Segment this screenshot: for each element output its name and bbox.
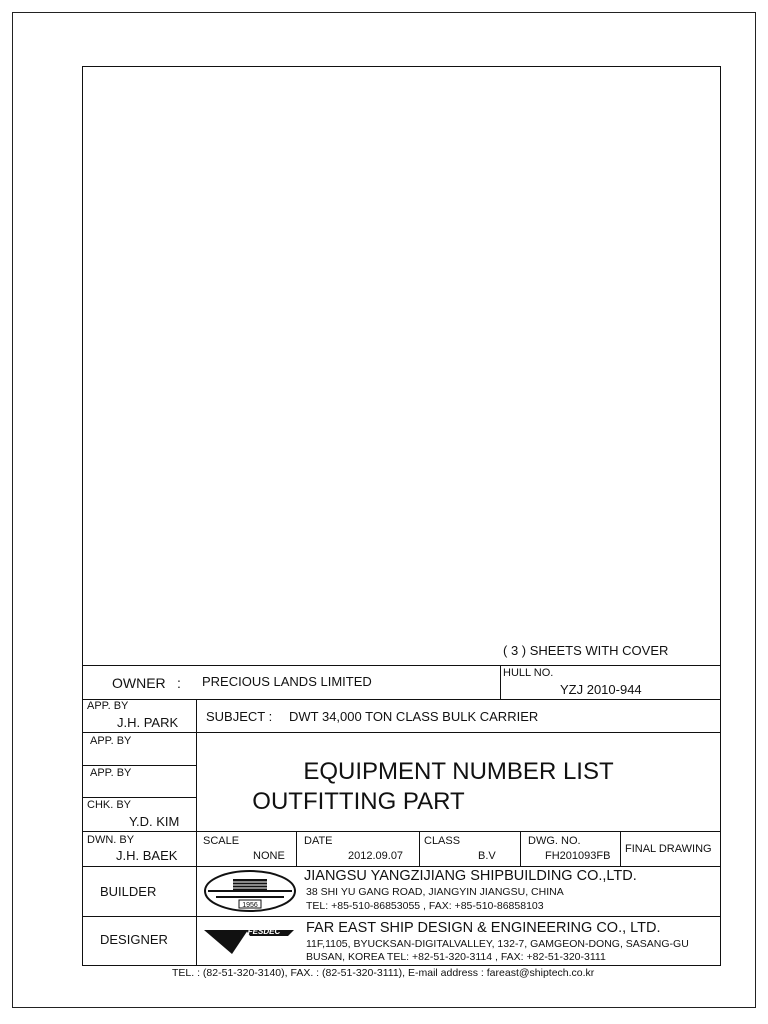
builder-row-line: [82, 916, 721, 917]
approval-3-label: APP. BY: [90, 767, 132, 779]
drawing-title-line1: EQUIPMENT NUMBER LIST: [303, 758, 614, 785]
builder-name: JIANGSU YANGZIJIANG SHIPBUILDING CO.,LTD.: [304, 868, 637, 884]
owner-separator: :: [177, 675, 181, 691]
footer-contact: TEL. : (82-51-320-3140), FAX. : (82-51-320-3111), E-mail address : fareast@shiptech.co.kr: [172, 967, 595, 979]
drawn-label: DWN. BY: [87, 834, 135, 846]
checked-label: CHK. BY: [87, 799, 132, 811]
builder-label: BUILDER: [100, 884, 157, 899]
approval-line-2: [82, 797, 196, 798]
approval-1-label: APP. BY: [87, 700, 129, 712]
subject-label: SUBJECT :: [206, 709, 273, 724]
title-block-top-line: [82, 665, 721, 666]
drawing-status: FINAL DRAWING: [625, 843, 712, 855]
dwg-value: FH201093FB: [545, 850, 611, 862]
designer-logo-text: FESDEC: [247, 927, 281, 936]
owner-row-line: [82, 699, 721, 700]
approval-line-1: [82, 765, 196, 766]
class-value: B.V: [478, 850, 496, 862]
scale-date-divider: [296, 831, 297, 866]
sheets-count: ( 3 ) SHEETS WITH COVER: [503, 643, 669, 658]
date-label: DATE: [304, 835, 333, 847]
date-class-divider: [419, 831, 420, 866]
dwg-label: DWG. NO.: [528, 835, 581, 847]
hull-label: HULL NO.: [503, 667, 554, 679]
subject-row-line: [82, 732, 721, 733]
approval-2-label: APP. BY: [90, 735, 132, 747]
info-row-line: [82, 866, 721, 867]
approval-1-name: J.H. PARK: [117, 715, 179, 730]
drawn-name: J.H. BAEK: [116, 848, 178, 863]
designer-address: 11F,1105, BYUCKSAN-DIGITALVALLEY, 132-7, GAMGEON-DONG, SASANG-GU: [306, 938, 689, 950]
subject-value: DWT 34,000 TON CLASS BULK CARRIER: [289, 709, 539, 724]
designer-logo: [202, 922, 298, 958]
designer-label: DESIGNER: [100, 932, 168, 947]
date-value: 2012.09.07: [348, 850, 404, 862]
scale-label: SCALE: [203, 835, 240, 847]
title-row-line: [82, 831, 721, 832]
scale-value: NONE: [253, 850, 285, 862]
drawing-title-line2: OUTFITTING PART: [252, 788, 465, 815]
designer-name: FAR EAST SHIP DESIGN & ENGINEERING CO., LTD.: [306, 920, 661, 936]
left-column-divider: [196, 699, 197, 966]
class-label: CLASS: [424, 835, 461, 847]
builder-address: 38 SHI YU GANG ROAD, JIANGYIN JIANGSU, CHINA: [306, 886, 564, 898]
owner-label: OWNER: [112, 675, 166, 691]
builder-logo: [202, 869, 298, 914]
builder-logo-year: 1956: [242, 902, 258, 909]
designer-contact: BUSAN, KOREA TEL: +82-51-320-3114 , FAX: +82-51-320-3111: [306, 951, 606, 963]
dwg-status-divider: [620, 831, 621, 866]
hull-divider: [500, 665, 501, 699]
checked-name: Y.D. KIM: [129, 814, 180, 829]
hull-value: YZJ 2010-944: [560, 682, 642, 697]
class-dwg-divider: [520, 831, 521, 866]
builder-contact: TEL: +85-510-86853055 , FAX: +85-510-86858103: [306, 900, 544, 912]
owner-value: PRECIOUS LANDS LIMITED: [202, 674, 372, 689]
